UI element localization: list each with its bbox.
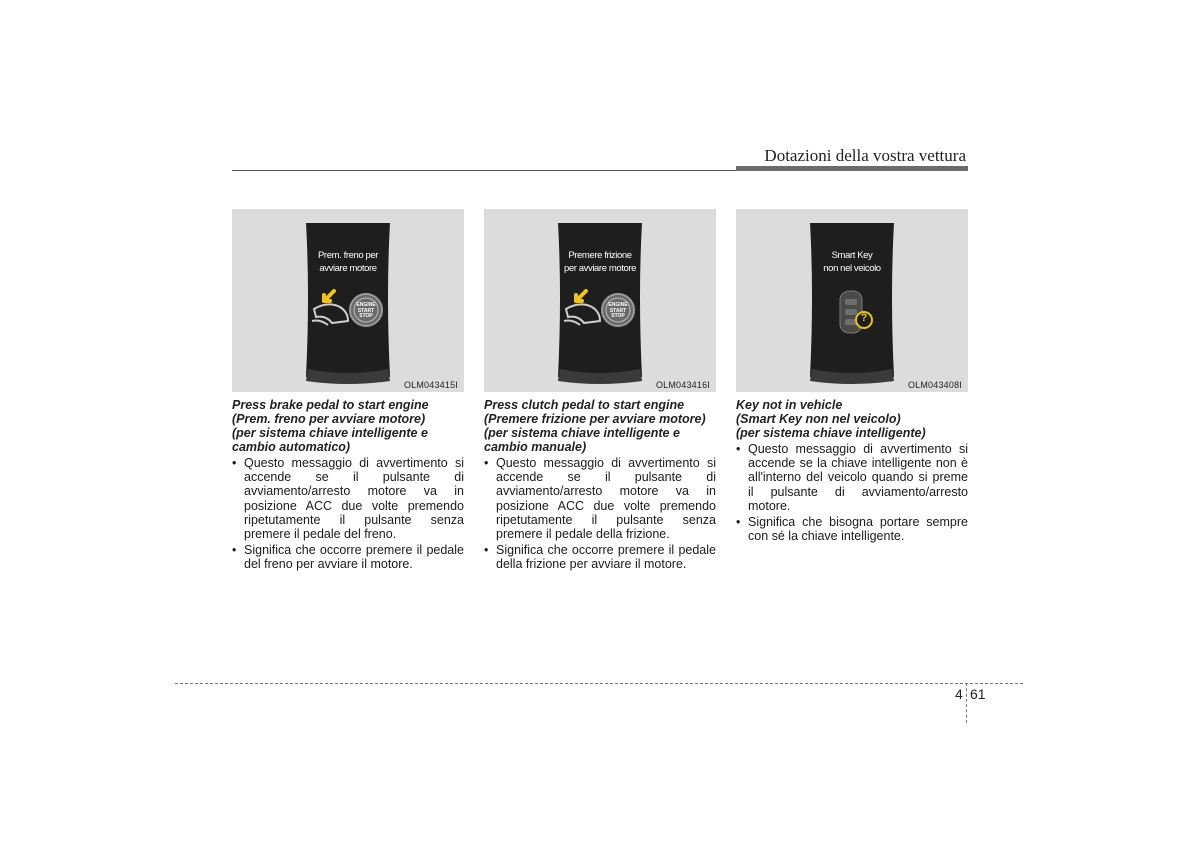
list-item: • Questo messaggio di avvertimento si accende se il pulsante di avviamento/arresto motore va in posizione ACC due volte premendo ripetutamente il pulsante senza premere il pedale del freno. — [232, 456, 464, 541]
engine-button-label: ENGINE START STOP — [356, 302, 376, 319]
header-rule — [232, 170, 737, 171]
page-header-title: Dotazioni della vostra vettura — [764, 146, 966, 165]
display-illustration — [232, 209, 464, 392]
figure-key-warning — [736, 209, 968, 392]
figure-clutch-warning — [484, 209, 716, 392]
display-line2: non nel veicolo — [823, 263, 881, 274]
list-item: • Questo messaggio di avvertimento si accende se la chiave intelligente non è all'interno del veicolo quando si preme il pulsante di avviamento/arresto motore. — [736, 442, 968, 513]
chapter-number: 4 — [955, 686, 963, 702]
section-heading: Press brake pedal to start engine (Prem. freno per avviare motore) (per sistema chiave intelligente e cambio automatico) — [232, 398, 429, 454]
list-item: • Questo messaggio di avvertimento si accende se il pulsante di avviamento/arresto motore va in posizione ACC due volte premendo ripetutamente il pulsante senza premere il pedale della frizione. — [484, 456, 716, 541]
bullet-list — [736, 442, 968, 543]
figure-code: OLM043415I — [403, 380, 458, 390]
section-heading: Press clutch pedal to start engine (Premere frizione per avviare motore) (per sistema chiave intelligente e cambio manuale) — [484, 398, 706, 454]
bullet-list — [484, 456, 716, 572]
display-illustration — [484, 209, 716, 392]
figure-brake-warning — [232, 209, 464, 392]
list-item: • Significa che occorre premere il pedale della frizione per avviare il motore. — [484, 543, 716, 571]
figure-code: OLM043408I — [907, 380, 962, 390]
column-clutch — [484, 209, 716, 574]
display-line1: Prem. freno per — [318, 250, 378, 261]
display-line2: per avviare motore — [563, 263, 636, 274]
figure-code: OLM043416I — [655, 380, 710, 390]
footer-divider — [966, 683, 967, 723]
badge-label: ? — [860, 312, 868, 324]
display-line2: avviare motore — [319, 263, 377, 274]
bullet-list — [232, 456, 464, 572]
page-number: 61 — [970, 686, 986, 702]
display-illustration — [736, 209, 968, 392]
section-heading: Key not in vehicle (Smart Key non nel veicolo) (per sistema chiave intelligente) — [736, 398, 926, 440]
list-item: • Significa che occorre premere il pedale del freno per avviare il motore. — [232, 543, 464, 571]
engine-button-label: ENGINE START STOP — [608, 302, 628, 319]
list-item: • Significa che bisogna portare sempre con sé la chiave intelligente. — [736, 515, 968, 543]
footer-rule — [175, 683, 1023, 684]
header-rule-accent — [736, 166, 968, 171]
display-line1: Smart Key — [831, 250, 873, 261]
column-smart-key — [736, 209, 968, 545]
column-brake — [232, 209, 464, 574]
display-line1: Premere frizione — [568, 250, 632, 261]
